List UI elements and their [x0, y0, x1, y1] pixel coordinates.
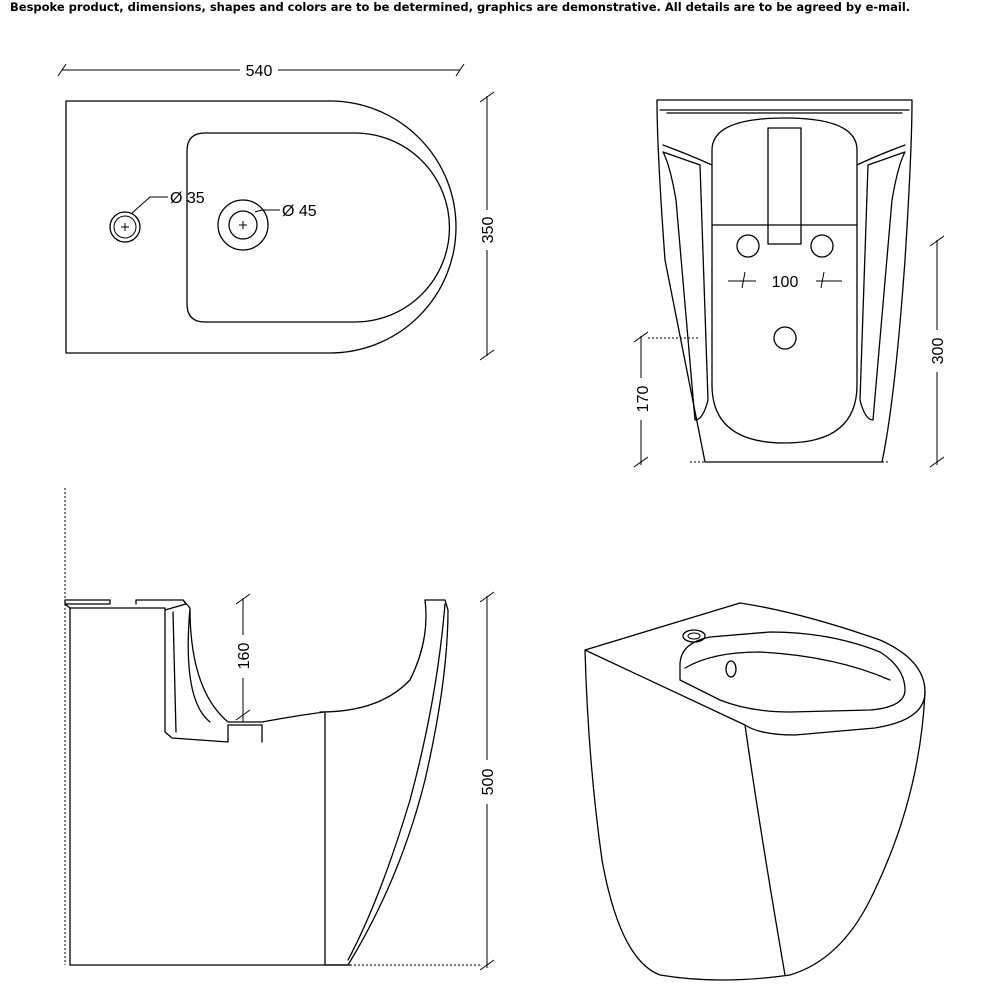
- perspective-view: [585, 603, 925, 980]
- persp-body: [585, 650, 925, 980]
- large-hole: [218, 200, 317, 250]
- total-height-dimension: [930, 236, 947, 467]
- small-hole: [110, 190, 205, 242]
- front-hole-right: [811, 235, 833, 257]
- large-hole-label: Ø 45: [282, 203, 317, 220]
- side-bowl: [183, 600, 448, 965]
- front-right-flange: [857, 145, 905, 420]
- inlet-height-dimension: [634, 332, 700, 467]
- width-dimension: [58, 63, 464, 80]
- front-hole-left: [737, 235, 759, 257]
- persp-inner-hole: [726, 661, 736, 677]
- side-view: [65, 488, 497, 970]
- top-bowl: [187, 133, 449, 322]
- persp-tap-hole: [683, 630, 705, 642]
- total-height-label: 300: [930, 337, 947, 365]
- persp-bowl-inner: [685, 652, 890, 680]
- disclaimer-note: Bespoke product, dimensions, shapes and colors are to be determined, graphics are demonstrative. All details are to be agreed by e-mail.: [10, 0, 911, 14]
- side-height-dimension: [480, 592, 497, 970]
- front-left-flange: [663, 145, 712, 420]
- front-view: [634, 100, 947, 467]
- small-hole-label: Ø 35: [170, 190, 205, 207]
- front-hole-center: [774, 327, 796, 349]
- side-rim: [65, 600, 186, 965]
- depth-dimension: [480, 92, 497, 360]
- spacing-dimension: [728, 272, 842, 291]
- width-label: 540: [245, 63, 273, 80]
- side-bowl-inner: [173, 604, 445, 960]
- top-view: [58, 63, 497, 360]
- spacing-label: 100: [771, 274, 799, 291]
- persp-front-edge: [745, 725, 785, 975]
- front-spout: [768, 128, 801, 244]
- bowl-depth-label: 160: [236, 642, 253, 670]
- side-height-label: 500: [480, 768, 497, 796]
- inlet-height-label: 170: [635, 385, 652, 413]
- front-rim: [660, 110, 909, 113]
- persp-top: [585, 603, 925, 735]
- depth-label: 350: [480, 216, 497, 244]
- bowl-depth-dimension: [236, 594, 253, 722]
